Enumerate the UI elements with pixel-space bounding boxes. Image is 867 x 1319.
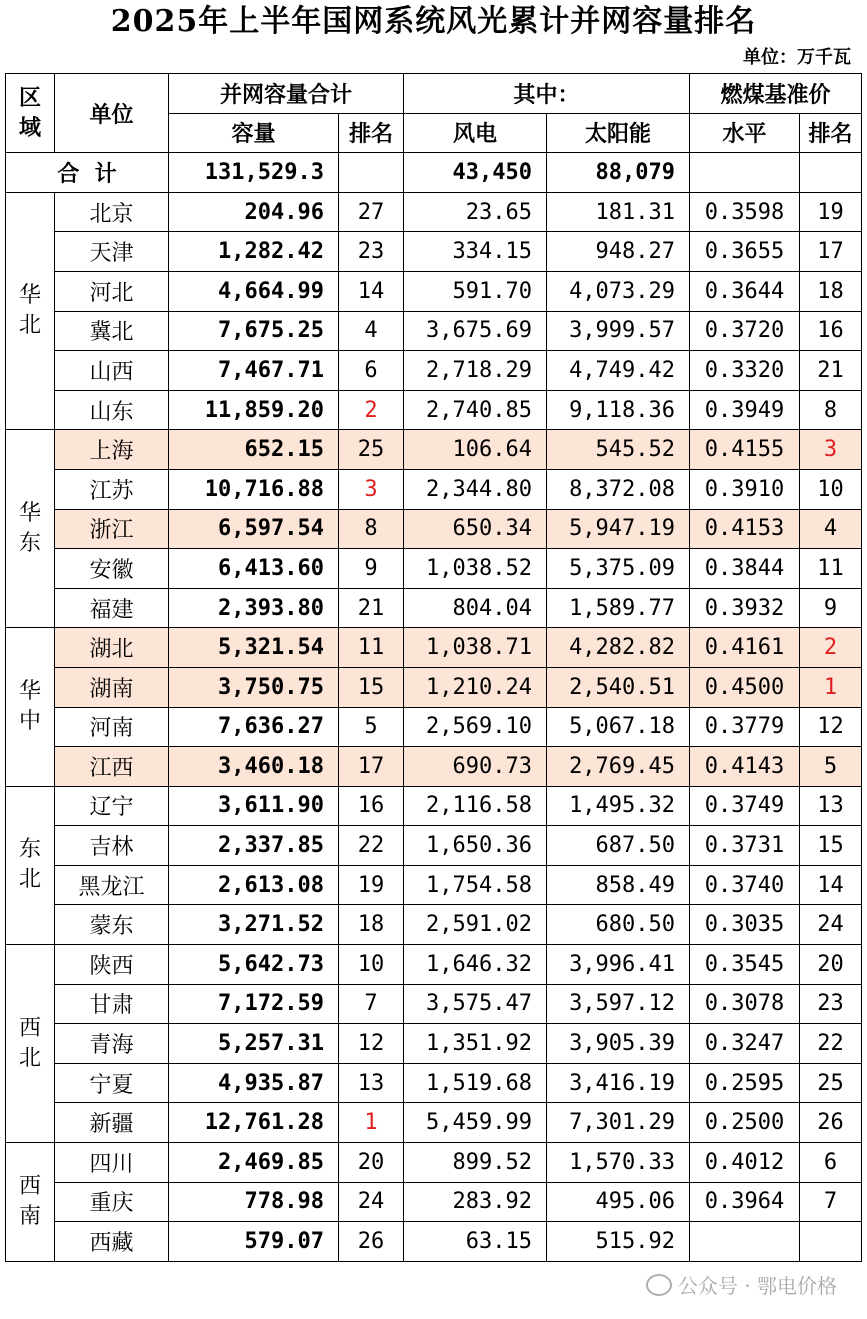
total-solar: 88,079 bbox=[547, 153, 690, 193]
unit-name: 河南 bbox=[55, 707, 169, 747]
capacity-value: 7,675.25 bbox=[169, 311, 339, 351]
coal-price-rank: 13 bbox=[800, 786, 862, 826]
coal-price-level: 0.4500 bbox=[690, 667, 800, 707]
wind-value: 106.64 bbox=[404, 430, 547, 470]
capacity-value: 778.98 bbox=[169, 1182, 339, 1222]
header-unit: 单位 bbox=[55, 74, 169, 153]
capacity-ranking-table bbox=[5, 73, 862, 1262]
table-row bbox=[6, 1182, 862, 1222]
coal-price-rank: 26 bbox=[800, 1103, 862, 1143]
coal-price-level: 0.3731 bbox=[690, 826, 800, 866]
page-title: 2025年上半年国网系统风光累计并网容量排名 bbox=[110, 4, 757, 39]
capacity-rank: 25 bbox=[339, 430, 404, 470]
capacity-rank: 18 bbox=[339, 905, 404, 945]
capacity-rank: 5 bbox=[339, 707, 404, 747]
coal-price-rank: 20 bbox=[800, 945, 862, 985]
wind-value: 899.52 bbox=[404, 1143, 547, 1183]
table-row bbox=[6, 786, 862, 826]
table-row bbox=[6, 271, 862, 311]
coal-price-rank: 16 bbox=[800, 311, 862, 351]
wind-value: 3,575.47 bbox=[404, 984, 547, 1024]
table-row bbox=[6, 1143, 862, 1183]
wind-value: 1,646.32 bbox=[404, 945, 547, 985]
table-row bbox=[6, 1222, 862, 1262]
capacity-value: 7,467.71 bbox=[169, 351, 339, 391]
table-row bbox=[6, 1024, 862, 1064]
capacity-rank: 20 bbox=[339, 1143, 404, 1183]
table-row bbox=[6, 192, 862, 232]
table-row bbox=[6, 311, 862, 351]
capacity-rank: 2 bbox=[339, 390, 404, 430]
solar-value: 8,372.08 bbox=[547, 469, 690, 509]
wind-value: 1,210.24 bbox=[404, 667, 547, 707]
unit-name: 上海 bbox=[55, 430, 169, 470]
coal-price-level: 0.3598 bbox=[690, 192, 800, 232]
capacity-rank: 14 bbox=[339, 271, 404, 311]
solar-value: 181.31 bbox=[547, 192, 690, 232]
coal-price-rank: 5 bbox=[800, 747, 862, 787]
coal-price-rank: 6 bbox=[800, 1143, 862, 1183]
unit-name: 新疆 bbox=[55, 1103, 169, 1143]
region-name: 华中 bbox=[19, 679, 42, 734]
capacity-value: 3,271.52 bbox=[169, 905, 339, 945]
coal-price-rank: 23 bbox=[800, 984, 862, 1024]
capacity-value: 2,393.80 bbox=[169, 588, 339, 628]
wind-value: 1,038.71 bbox=[404, 628, 547, 668]
coal-price-level: 0.3740 bbox=[690, 865, 800, 905]
coal-price-rank: 24 bbox=[800, 905, 862, 945]
watermark: 公众号 · 鄂电价格 bbox=[646, 1270, 837, 1299]
capacity-value: 4,664.99 bbox=[169, 271, 339, 311]
capacity-rank: 23 bbox=[339, 232, 404, 272]
solar-value: 3,905.39 bbox=[547, 1024, 690, 1064]
capacity-value: 11,859.20 bbox=[169, 390, 339, 430]
coal-price-rank: 21 bbox=[800, 351, 862, 391]
table-row bbox=[6, 549, 862, 589]
wind-value: 5,459.99 bbox=[404, 1103, 547, 1143]
coal-price-level: 0.3247 bbox=[690, 1024, 800, 1064]
table-row bbox=[6, 1063, 862, 1103]
header-rank: 排名 bbox=[339, 113, 404, 153]
table-row bbox=[6, 747, 862, 787]
coal-price-rank: 22 bbox=[800, 1024, 862, 1064]
capacity-value: 6,597.54 bbox=[169, 509, 339, 549]
table-row bbox=[6, 430, 862, 470]
solar-value: 515.92 bbox=[547, 1222, 690, 1262]
table-row bbox=[6, 667, 862, 707]
capacity-value: 1,282.42 bbox=[169, 232, 339, 272]
wind-value: 650.34 bbox=[404, 509, 547, 549]
total-wind: 43,450 bbox=[404, 153, 547, 193]
unit-name: 北京 bbox=[55, 192, 169, 232]
coal-price-level: 0.3964 bbox=[690, 1182, 800, 1222]
capacity-rank: 1 bbox=[339, 1103, 404, 1143]
header-capacity-total: 并网容量合计 bbox=[169, 74, 404, 114]
unit-name: 浙江 bbox=[55, 509, 169, 549]
coal-price-level: 0.4153 bbox=[690, 509, 800, 549]
capacity-value: 3,460.18 bbox=[169, 747, 339, 787]
capacity-value: 4,935.87 bbox=[169, 1063, 339, 1103]
capacity-value: 10,716.88 bbox=[169, 469, 339, 509]
unit-name: 安徽 bbox=[55, 549, 169, 589]
capacity-value: 3,611.90 bbox=[169, 786, 339, 826]
coal-price-rank: 9 bbox=[800, 588, 862, 628]
unit-name: 吉林 bbox=[55, 826, 169, 866]
capacity-rank: 27 bbox=[339, 192, 404, 232]
coal-price-level: 0.3644 bbox=[690, 271, 800, 311]
capacity-value: 2,469.85 bbox=[169, 1143, 339, 1183]
capacity-value: 7,172.59 bbox=[169, 984, 339, 1024]
wind-value: 804.04 bbox=[404, 588, 547, 628]
coal-price-rank: 8 bbox=[800, 390, 862, 430]
coal-price-level: 0.4161 bbox=[690, 628, 800, 668]
table-row bbox=[6, 390, 862, 430]
unit-name: 福建 bbox=[55, 588, 169, 628]
wind-value: 1,650.36 bbox=[404, 826, 547, 866]
table-row bbox=[6, 628, 862, 668]
total-capacity: 131,529.3 bbox=[169, 153, 339, 193]
table-row bbox=[6, 1103, 862, 1143]
solar-value: 5,067.18 bbox=[547, 707, 690, 747]
table-row bbox=[6, 984, 862, 1024]
table-row bbox=[6, 905, 862, 945]
wechat-icon bbox=[646, 1274, 672, 1296]
solar-value: 495.06 bbox=[547, 1182, 690, 1222]
wind-value: 1,351.92 bbox=[404, 1024, 547, 1064]
region-name: 西北 bbox=[19, 1015, 42, 1071]
coal-price-rank: 14 bbox=[800, 865, 862, 905]
wind-value: 283.92 bbox=[404, 1182, 547, 1222]
coal-price-level: 0.2500 bbox=[690, 1103, 800, 1143]
coal-price-level: 0.3932 bbox=[690, 588, 800, 628]
header-rank2: 排名 bbox=[800, 113, 862, 153]
coal-price-rank: 1 bbox=[800, 667, 862, 707]
coal-price-level: 0.3910 bbox=[690, 469, 800, 509]
wind-value: 2,591.02 bbox=[404, 905, 547, 945]
coal-price-rank: 2 bbox=[800, 628, 862, 668]
solar-value: 3,999.57 bbox=[547, 311, 690, 351]
region-cell bbox=[6, 945, 55, 1143]
unit-name: 江苏 bbox=[55, 469, 169, 509]
region-cell bbox=[6, 430, 55, 628]
coal-price-level: 0.3949 bbox=[690, 390, 800, 430]
solar-value: 948.27 bbox=[547, 232, 690, 272]
capacity-value: 5,257.31 bbox=[169, 1024, 339, 1064]
unit-name: 山西 bbox=[55, 351, 169, 391]
coal-price-level: 0.3749 bbox=[690, 786, 800, 826]
wind-value: 2,740.85 bbox=[404, 390, 547, 430]
region-cell bbox=[6, 628, 55, 786]
wind-value: 334.15 bbox=[404, 232, 547, 272]
region-name: 华东 bbox=[19, 500, 42, 556]
solar-value: 7,301.29 bbox=[547, 1103, 690, 1143]
unit-name: 冀北 bbox=[55, 311, 169, 351]
unit-name: 河北 bbox=[55, 271, 169, 311]
total-label: 合 计 bbox=[6, 153, 169, 193]
coal-price-rank: 18 bbox=[800, 271, 862, 311]
coal-price-rank: 10 bbox=[800, 469, 862, 509]
capacity-value: 5,642.73 bbox=[169, 945, 339, 985]
coal-price-level: 0.3078 bbox=[690, 984, 800, 1024]
capacity-value: 2,613.08 bbox=[169, 865, 339, 905]
region-cell bbox=[6, 1143, 55, 1262]
capacity-rank: 13 bbox=[339, 1063, 404, 1103]
header-wind: 风电 bbox=[404, 113, 547, 153]
unit-name: 陕西 bbox=[55, 945, 169, 985]
table-row bbox=[6, 232, 862, 272]
wind-value: 2,569.10 bbox=[404, 707, 547, 747]
unit-name: 湖北 bbox=[55, 628, 169, 668]
region-name: 东北 bbox=[19, 837, 42, 893]
capacity-rank: 10 bbox=[339, 945, 404, 985]
solar-value: 3,597.12 bbox=[547, 984, 690, 1024]
header-of-which: 其中： bbox=[404, 74, 690, 114]
capacity-rank: 7 bbox=[339, 984, 404, 1024]
header-capacity: 容量 bbox=[169, 113, 339, 153]
solar-value: 545.52 bbox=[547, 430, 690, 470]
solar-value: 4,073.29 bbox=[547, 271, 690, 311]
coal-price-level bbox=[690, 1222, 800, 1262]
unit-name: 湖南 bbox=[55, 667, 169, 707]
capacity-rank: 17 bbox=[339, 747, 404, 787]
total-row bbox=[6, 153, 862, 193]
solar-value: 5,947.19 bbox=[547, 509, 690, 549]
coal-price-level: 0.3320 bbox=[690, 351, 800, 391]
capacity-value: 652.15 bbox=[169, 430, 339, 470]
wind-value: 3,675.69 bbox=[404, 311, 547, 351]
capacity-rank: 3 bbox=[339, 469, 404, 509]
capacity-rank: 22 bbox=[339, 826, 404, 866]
coal-price-level: 0.3779 bbox=[690, 707, 800, 747]
unit-name: 四川 bbox=[55, 1143, 169, 1183]
solar-value: 4,282.82 bbox=[547, 628, 690, 668]
region-cell bbox=[6, 192, 55, 430]
wind-value: 1,754.58 bbox=[404, 865, 547, 905]
coal-price-rank: 17 bbox=[800, 232, 862, 272]
capacity-rank: 4 bbox=[339, 311, 404, 351]
solar-value: 2,540.51 bbox=[547, 667, 690, 707]
header-region: 区域 bbox=[6, 74, 55, 153]
capacity-rank: 15 bbox=[339, 667, 404, 707]
total-level bbox=[690, 153, 800, 193]
capacity-value: 7,636.27 bbox=[169, 707, 339, 747]
solar-value: 1,589.77 bbox=[547, 588, 690, 628]
coal-price-rank: 3 bbox=[800, 430, 862, 470]
capacity-rank: 9 bbox=[339, 549, 404, 589]
capacity-value: 204.96 bbox=[169, 192, 339, 232]
solar-value: 9,118.36 bbox=[547, 390, 690, 430]
coal-price-level: 0.3035 bbox=[690, 905, 800, 945]
solar-value: 5,375.09 bbox=[547, 549, 690, 589]
capacity-rank: 8 bbox=[339, 509, 404, 549]
wind-value: 1,038.52 bbox=[404, 549, 547, 589]
unit-name: 宁夏 bbox=[55, 1063, 169, 1103]
table-row bbox=[6, 826, 862, 866]
wind-value: 690.73 bbox=[404, 747, 547, 787]
solar-value: 4,749.42 bbox=[547, 351, 690, 391]
wind-value: 1,519.68 bbox=[404, 1063, 547, 1103]
unit-label: 单位：万千瓦 bbox=[743, 47, 851, 68]
solar-value: 2,769.45 bbox=[547, 747, 690, 787]
header-solar: 太阳能 bbox=[547, 113, 690, 153]
unit-name: 西藏 bbox=[55, 1222, 169, 1262]
region-name: 华北 bbox=[19, 283, 42, 339]
wind-value: 2,718.29 bbox=[404, 351, 547, 391]
solar-value: 1,495.32 bbox=[547, 786, 690, 826]
table-row bbox=[6, 509, 862, 549]
wind-value: 2,116.58 bbox=[404, 786, 547, 826]
table-row bbox=[6, 351, 862, 391]
header-row-1 bbox=[6, 74, 862, 114]
total-rank bbox=[339, 153, 404, 193]
coal-price-rank: 11 bbox=[800, 549, 862, 589]
unit-name: 辽宁 bbox=[55, 786, 169, 826]
coal-price-level: 0.4155 bbox=[690, 430, 800, 470]
coal-price-rank: 15 bbox=[800, 826, 862, 866]
table-row bbox=[6, 469, 862, 509]
coal-price-level: 0.4143 bbox=[690, 747, 800, 787]
table-row bbox=[6, 588, 862, 628]
solar-value: 858.49 bbox=[547, 865, 690, 905]
table-row bbox=[6, 707, 862, 747]
solar-value: 1,570.33 bbox=[547, 1143, 690, 1183]
wind-value: 2,344.80 bbox=[404, 469, 547, 509]
solar-value: 3,416.19 bbox=[547, 1063, 690, 1103]
region-cell bbox=[6, 786, 55, 944]
capacity-value: 579.07 bbox=[169, 1222, 339, 1262]
capacity-rank: 12 bbox=[339, 1024, 404, 1064]
coal-price-level: 0.3545 bbox=[690, 945, 800, 985]
region-name: 西南 bbox=[19, 1173, 42, 1229]
solar-value: 680.50 bbox=[547, 905, 690, 945]
coal-price-level: 0.2595 bbox=[690, 1063, 800, 1103]
capacity-rank: 26 bbox=[339, 1222, 404, 1262]
capacity-value: 6,413.60 bbox=[169, 549, 339, 589]
unit-name: 甘肃 bbox=[55, 984, 169, 1024]
table-row bbox=[6, 865, 862, 905]
coal-price-rank: 25 bbox=[800, 1063, 862, 1103]
header-coal-price: 燃煤基准价 bbox=[690, 74, 862, 114]
coal-price-rank: 4 bbox=[800, 509, 862, 549]
solar-value: 687.50 bbox=[547, 826, 690, 866]
wind-value: 63.15 bbox=[404, 1222, 547, 1262]
capacity-value: 3,750.75 bbox=[169, 667, 339, 707]
coal-price-level: 0.3844 bbox=[690, 549, 800, 589]
capacity-rank: 16 bbox=[339, 786, 404, 826]
capacity-rank: 24 bbox=[339, 1182, 404, 1222]
wind-value: 23.65 bbox=[404, 192, 547, 232]
capacity-value: 2,337.85 bbox=[169, 826, 339, 866]
coal-price-rank: 19 bbox=[800, 192, 862, 232]
coal-price-rank: 7 bbox=[800, 1182, 862, 1222]
table-row bbox=[6, 945, 862, 985]
coal-price-level: 0.3720 bbox=[690, 311, 800, 351]
header-level: 水平 bbox=[690, 113, 800, 153]
unit-name: 黑龙江 bbox=[55, 865, 169, 905]
capacity-rank: 6 bbox=[339, 351, 404, 391]
unit-name: 山东 bbox=[55, 390, 169, 430]
unit-name: 蒙东 bbox=[55, 905, 169, 945]
capacity-rank: 11 bbox=[339, 628, 404, 668]
coal-price-rank bbox=[800, 1222, 862, 1262]
capacity-value: 5,321.54 bbox=[169, 628, 339, 668]
wind-value: 591.70 bbox=[404, 271, 547, 311]
solar-value: 3,996.41 bbox=[547, 945, 690, 985]
capacity-rank: 19 bbox=[339, 865, 404, 905]
coal-price-level: 0.4012 bbox=[690, 1143, 800, 1183]
unit-name: 江西 bbox=[55, 747, 169, 787]
total-rank2 bbox=[800, 153, 862, 193]
coal-price-rank: 12 bbox=[800, 707, 862, 747]
unit-name: 重庆 bbox=[55, 1182, 169, 1222]
capacity-rank: 21 bbox=[339, 588, 404, 628]
unit-name: 青海 bbox=[55, 1024, 169, 1064]
unit-name: 天津 bbox=[55, 232, 169, 272]
coal-price-level: 0.3655 bbox=[690, 232, 800, 272]
capacity-value: 12,761.28 bbox=[169, 1103, 339, 1143]
